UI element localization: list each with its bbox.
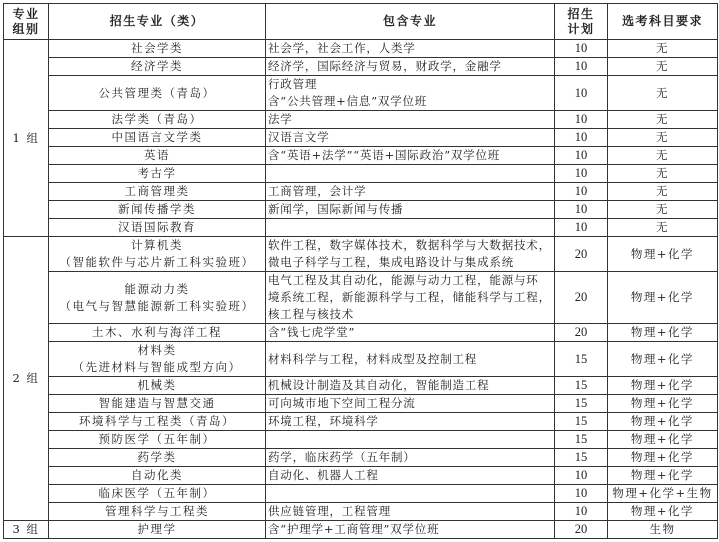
major-cell bbox=[49, 395, 266, 413]
subject-requirement: 物理+化学 bbox=[608, 467, 718, 485]
included-major-text: 可向城市地下空间工程分流 bbox=[268, 396, 416, 410]
major-cell bbox=[49, 183, 266, 201]
major-cell bbox=[49, 503, 266, 521]
included-major-text: 境系统工程，新能源科学与工程，储能科学与工程， bbox=[268, 290, 551, 304]
subject-requirement: 物理+化学 bbox=[608, 237, 718, 272]
major-name: 环境科学与工程类（青岛） bbox=[79, 414, 235, 428]
table-row bbox=[4, 467, 718, 485]
major-cell bbox=[49, 449, 266, 467]
major-name: （电气与智慧能源新工科实验班） bbox=[59, 298, 255, 313]
subject-requirement: 无 bbox=[608, 219, 718, 237]
table-row bbox=[4, 413, 718, 431]
plan-count: 10 bbox=[555, 201, 608, 219]
subject-requirement: 物理+化学 bbox=[608, 395, 718, 413]
included-majors-cell bbox=[266, 111, 555, 129]
plan-count: 15 bbox=[555, 377, 608, 395]
major-name: （先进材料与智能成型方向） bbox=[72, 360, 242, 374]
included-major-text: 环境工程，环境科学 bbox=[268, 414, 379, 428]
major-name: 护理学 bbox=[137, 522, 177, 536]
major-name: 新闻传播学类 bbox=[118, 202, 196, 216]
major-cell bbox=[49, 40, 266, 58]
included-majors-cell bbox=[266, 503, 555, 521]
table-row bbox=[4, 129, 718, 147]
included-major-text bbox=[268, 219, 552, 236]
plan-count: 20 bbox=[555, 272, 608, 324]
major-name: 材料类 bbox=[137, 343, 177, 357]
subject-requirement: 无 bbox=[608, 58, 718, 76]
plan-count: 10 bbox=[555, 165, 608, 183]
major-cell bbox=[49, 76, 266, 111]
included-majors-cell bbox=[266, 377, 555, 395]
major-cell bbox=[49, 58, 266, 76]
included-major-text: 核工程与核技术 bbox=[268, 307, 355, 321]
included-majors-cell bbox=[266, 165, 555, 183]
table-row bbox=[4, 449, 718, 467]
plan-count: 10 bbox=[555, 111, 608, 129]
table-row bbox=[4, 272, 718, 324]
major-cell bbox=[49, 342, 266, 377]
included-majors-cell bbox=[266, 76, 555, 111]
major-name: 英语 bbox=[144, 148, 170, 162]
header-group-line1: 专业 bbox=[12, 6, 40, 21]
included-major-text: 工商管理，会计学 bbox=[268, 184, 367, 198]
included-majors-cell bbox=[266, 467, 555, 485]
plan-count: 15 bbox=[555, 413, 608, 431]
subject-requirement: 无 bbox=[608, 40, 718, 58]
subject-requirement: 无 bbox=[608, 165, 718, 183]
table-row bbox=[4, 324, 718, 342]
plan-count: 15 bbox=[555, 431, 608, 449]
subject-requirement: 无 bbox=[608, 111, 718, 129]
major-name: 智能建造与智慧交通 bbox=[98, 396, 216, 410]
included-major-text: 新闻学，国际新闻与传播 bbox=[268, 202, 404, 216]
included-majors-cell bbox=[266, 219, 555, 237]
table-row bbox=[4, 395, 718, 413]
subject-requirement: 物理+化学 bbox=[608, 377, 718, 395]
major-name: 临床医学（五年制） bbox=[98, 486, 216, 500]
subject-requirement: 物理+化学 bbox=[608, 503, 718, 521]
included-major-text: 含“钱七虎学堂” bbox=[268, 325, 356, 339]
included-major-text bbox=[268, 431, 552, 448]
group-label: 1 组 bbox=[4, 40, 49, 237]
included-majors-cell bbox=[266, 521, 555, 539]
header-group-line2: 组别 bbox=[12, 21, 40, 36]
included-majors-cell bbox=[266, 237, 555, 272]
included-major-text: 机械设计制造及其自动化，智能制造工程 bbox=[268, 378, 490, 392]
included-major-text: 含“护理学+工商管理”双学位班 bbox=[268, 522, 440, 536]
included-majors-cell bbox=[266, 183, 555, 201]
major-name: （智能软件与芯片新工科实验班） bbox=[59, 255, 255, 269]
major-name: 机械类 bbox=[137, 378, 177, 392]
included-major-text: 供应链管理，工程管理 bbox=[268, 504, 391, 518]
plan-count: 20 bbox=[555, 324, 608, 342]
header-included: 包含专业 bbox=[266, 4, 555, 40]
included-majors-cell bbox=[266, 324, 555, 342]
major-cell bbox=[49, 129, 266, 147]
plan-count: 10 bbox=[555, 503, 608, 521]
table-row bbox=[4, 485, 718, 503]
included-majors-cell bbox=[266, 449, 555, 467]
table-row bbox=[4, 111, 718, 129]
included-major-text: 电气工程及其自动化，能源与动力工程，能源与环 bbox=[268, 273, 539, 287]
table-row bbox=[4, 521, 718, 539]
header-row bbox=[4, 4, 718, 40]
table-body bbox=[4, 40, 718, 539]
subject-requirement: 物理+化学 bbox=[608, 324, 718, 342]
major-cell bbox=[49, 521, 266, 539]
major-name: 土木、水利与海洋工程 bbox=[92, 325, 222, 339]
table-row bbox=[4, 76, 718, 111]
subject-requirement: 生物 bbox=[608, 521, 718, 539]
included-major-text: 自动化、机器人工程 bbox=[268, 468, 379, 482]
table-row bbox=[4, 219, 718, 237]
table-row bbox=[4, 58, 718, 76]
major-cell bbox=[49, 413, 266, 431]
group-label: 2 组 bbox=[4, 237, 49, 521]
plan-count: 15 bbox=[555, 395, 608, 413]
subject-requirement: 物理+化学 bbox=[608, 449, 718, 467]
subject-requirement: 物理+化学 bbox=[608, 413, 718, 431]
included-majors-cell bbox=[266, 395, 555, 413]
included-majors-cell bbox=[266, 485, 555, 503]
major-name: 自动化类 bbox=[131, 468, 183, 482]
table-row bbox=[4, 342, 718, 377]
header-plan bbox=[555, 4, 608, 40]
included-major-text bbox=[268, 485, 552, 502]
group-label: 3 组 bbox=[4, 521, 49, 539]
subject-requirement: 物理+化学+生物 bbox=[608, 485, 718, 503]
major-name: 法学类（青岛） bbox=[111, 112, 203, 126]
plan-count: 10 bbox=[555, 58, 608, 76]
major-cell bbox=[49, 147, 266, 165]
included-majors-cell bbox=[266, 413, 555, 431]
header-plan-line2: 计划 bbox=[567, 21, 595, 36]
major-cell bbox=[49, 219, 266, 237]
included-major-text: 材料科学与工程，材料成型及控制工程 bbox=[268, 351, 478, 366]
included-majors-cell bbox=[266, 201, 555, 219]
plan-count: 10 bbox=[555, 40, 608, 58]
major-name: 社会学类 bbox=[131, 41, 183, 55]
subject-requirement: 无 bbox=[608, 129, 718, 147]
table-row bbox=[4, 40, 718, 58]
header-plan-line1: 招生 bbox=[567, 6, 595, 21]
table-row bbox=[4, 431, 718, 449]
plan-count: 10 bbox=[555, 147, 608, 165]
table-row bbox=[4, 147, 718, 165]
plan-count: 20 bbox=[555, 521, 608, 539]
subject-requirement: 无 bbox=[608, 201, 718, 219]
subject-requirement: 物理+化学 bbox=[608, 342, 718, 377]
plan-count: 10 bbox=[555, 467, 608, 485]
major-cell bbox=[49, 324, 266, 342]
included-majors-cell bbox=[266, 129, 555, 147]
table-row bbox=[4, 165, 718, 183]
admission-plan-table bbox=[3, 3, 718, 539]
included-majors-cell bbox=[266, 58, 555, 76]
major-name: 经济学类 bbox=[131, 59, 183, 73]
included-major-text: 含“英语+法学”“英语+国际政治”双学位班 bbox=[268, 148, 501, 162]
plan-count: 10 bbox=[555, 219, 608, 237]
header-major: 招生专业（类） bbox=[49, 4, 266, 40]
major-name: 计算机类 bbox=[131, 238, 183, 252]
major-name: 管理科学与工程类 bbox=[105, 504, 209, 518]
table-row bbox=[4, 237, 718, 272]
header-requirement: 选考科目要求 bbox=[608, 4, 718, 40]
included-major-text: 含“公共管理+信息”双学位班 bbox=[268, 94, 428, 108]
included-major-text: 法学 bbox=[268, 112, 293, 126]
included-major-text: 行政管理 bbox=[268, 77, 318, 91]
plan-count: 10 bbox=[555, 129, 608, 147]
plan-count: 10 bbox=[555, 183, 608, 201]
included-major-text: 微电子科学与工程，集成电路设计与集成系统 bbox=[268, 255, 514, 269]
major-name: 药学类 bbox=[137, 450, 177, 464]
included-majors-cell bbox=[266, 272, 555, 324]
included-major-text bbox=[268, 165, 552, 182]
included-majors-cell bbox=[266, 40, 555, 58]
major-cell bbox=[49, 201, 266, 219]
table-row bbox=[4, 377, 718, 395]
major-cell bbox=[49, 165, 266, 183]
subject-requirement: 无 bbox=[608, 76, 718, 111]
included-major-text: 软件工程，数字媒体技术，数据科学与大数据技术， bbox=[268, 238, 551, 252]
major-name: 公共管理类（青岛） bbox=[98, 85, 216, 100]
subject-requirement: 无 bbox=[608, 183, 718, 201]
major-cell bbox=[49, 431, 266, 449]
plan-count: 20 bbox=[555, 237, 608, 272]
included-major-text: 汉语言文学 bbox=[268, 130, 330, 144]
subject-requirement: 物理+化学 bbox=[608, 431, 718, 449]
table-row bbox=[4, 183, 718, 201]
subject-requirement: 物理+化学 bbox=[608, 272, 718, 324]
included-major-text: 经济学，国际经济与贸易，财政学，金融学 bbox=[268, 59, 502, 73]
major-name: 中国语言文学类 bbox=[111, 130, 203, 144]
included-major-text: 社会学，社会工作，人类学 bbox=[268, 41, 416, 55]
included-major-text: 药学，临床药学（五年制） bbox=[268, 450, 416, 464]
plan-count: 10 bbox=[555, 76, 608, 111]
major-cell bbox=[49, 237, 266, 272]
major-name: 汉语国际教育 bbox=[118, 220, 196, 234]
major-name: 工商管理类 bbox=[124, 184, 190, 198]
subject-requirement: 无 bbox=[608, 147, 718, 165]
major-name: 预防医学（五年制） bbox=[98, 432, 216, 446]
plan-count: 10 bbox=[555, 485, 608, 503]
major-name: 能源动力类 bbox=[124, 281, 190, 296]
major-cell bbox=[49, 485, 266, 503]
header-group bbox=[4, 4, 49, 40]
major-cell bbox=[49, 272, 266, 324]
table-row bbox=[4, 201, 718, 219]
plan-count: 15 bbox=[555, 449, 608, 467]
major-cell bbox=[49, 111, 266, 129]
included-majors-cell bbox=[266, 342, 555, 377]
major-cell bbox=[49, 377, 266, 395]
included-majors-cell bbox=[266, 147, 555, 165]
table-row bbox=[4, 503, 718, 521]
major-cell bbox=[49, 467, 266, 485]
major-name: 考古学 bbox=[137, 166, 177, 180]
plan-count: 15 bbox=[555, 342, 608, 377]
included-majors-cell bbox=[266, 431, 555, 449]
